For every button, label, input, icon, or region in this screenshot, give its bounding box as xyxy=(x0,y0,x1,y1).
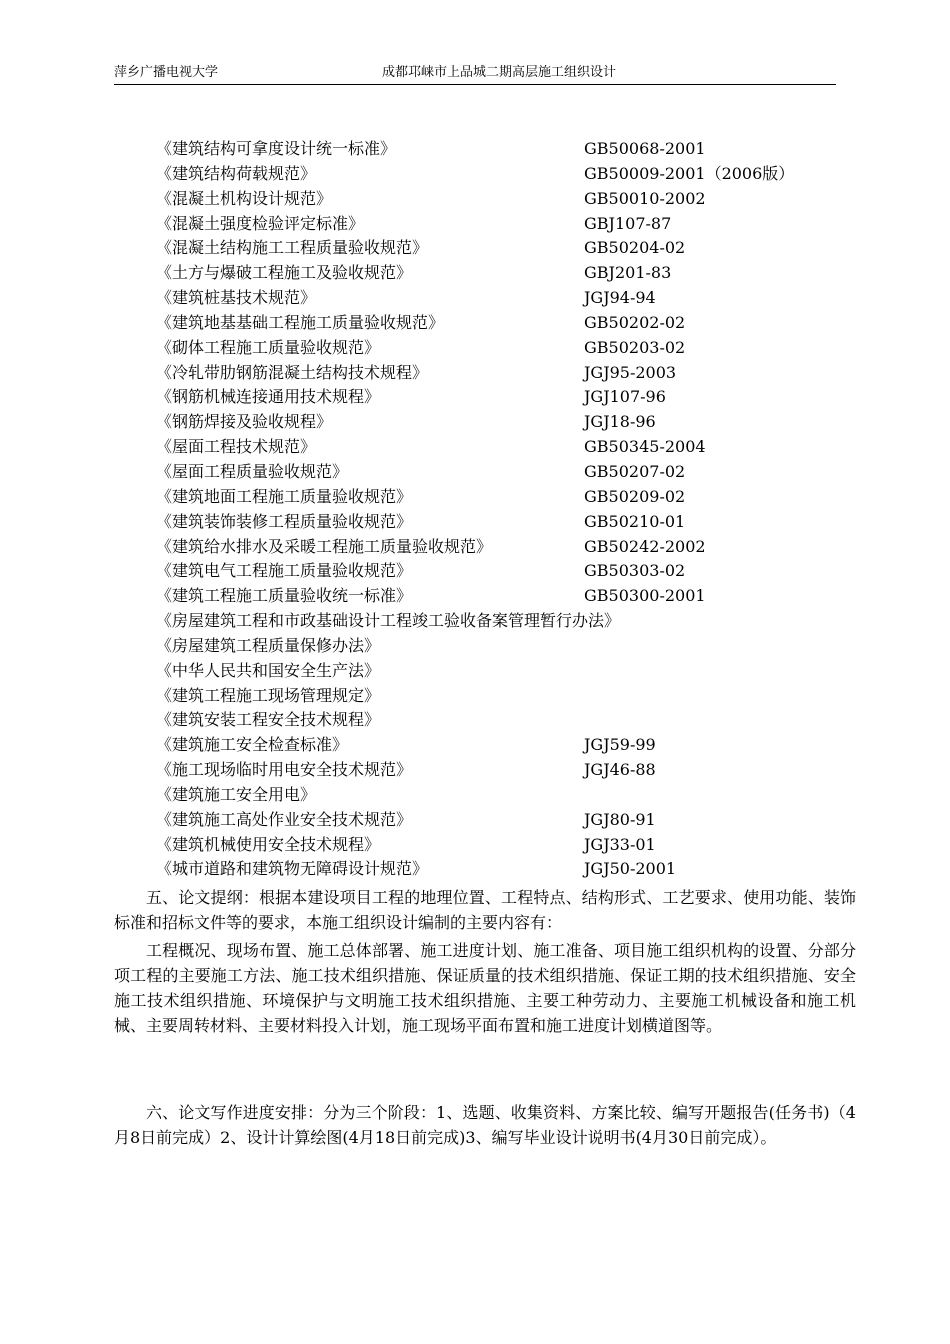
standard-name: 《土方与爆破工程施工及验收规范》 xyxy=(156,263,413,283)
standard-code: GB50068-2001 xyxy=(584,139,706,158)
list-item xyxy=(156,659,856,684)
standard-name: 《建筑结构可拿度设计统一标准》 xyxy=(156,139,397,158)
list-item xyxy=(156,236,856,261)
contents-paragraph: 工程概况、现场布置、施工总体部署、施工进度计划、施工准备、项目施工组织机构的设置、分部分项工程的主要施工方法、施工技术组织措施、保证质量的技术组织措施、保证工期的技术组织措施、安全施工技术组织措施、环境保护与文明施工技术组织措施、主要工种劳动力、主要施工机械设备和施工机械、主要周转材料、主要材料投入计划，施工现场平面布置和施工进度计划横道图等。 xyxy=(114,941,856,1035)
list-item xyxy=(156,385,856,410)
standard-name: 《屋面工程质量验收规范》 xyxy=(156,461,349,481)
standard-name: 《混凝土结构施工工程质量验收规范》 xyxy=(156,238,429,258)
list-item xyxy=(156,684,856,709)
list-item xyxy=(156,833,856,858)
standard-code: GBJ107-87 xyxy=(584,213,672,233)
list-item xyxy=(156,609,856,634)
standard-name: 《混凝土强度检验评定标准》 xyxy=(156,213,365,233)
standard-code: GB50303-02 xyxy=(584,561,686,581)
standard-code: JGJ94-94 xyxy=(584,288,656,308)
list-item xyxy=(156,435,856,460)
standard-name: 《冷轧带肋钢筋混凝土结构技术规程》 xyxy=(156,362,429,382)
standard-code: GB50209-02 xyxy=(584,486,686,506)
list-item xyxy=(156,137,856,162)
standard-name: 《中华人民共和国安全生产法》 xyxy=(156,660,381,680)
list-item xyxy=(156,336,856,361)
standard-code: GB50345-2004 xyxy=(584,437,706,457)
list-item xyxy=(156,187,856,212)
standard-name: 《城市道路和建筑物无障碍设计规范》 xyxy=(156,859,429,879)
list-item xyxy=(156,808,856,833)
standard-code: GB50210-01 xyxy=(584,511,686,531)
list-item xyxy=(156,460,856,485)
standard-name: 《建筑给水排水及采暖工程施工质量验收规范》 xyxy=(156,536,493,556)
list-item xyxy=(156,162,856,187)
list-item xyxy=(156,311,856,336)
list-item xyxy=(156,733,856,758)
standard-name: 《房屋建筑工程质量保修办法》 xyxy=(156,635,381,655)
page-header xyxy=(114,64,836,85)
standard-code: JGJ80-91 xyxy=(584,809,656,829)
standard-code: GB50300-2001 xyxy=(584,586,706,606)
list-item xyxy=(156,584,856,609)
list-item xyxy=(156,261,856,286)
standard-name: 《钢筋焊接及验收规程》 xyxy=(156,412,333,432)
standard-name: 《砌体工程施工质量验收规范》 xyxy=(156,337,381,357)
header-school: 萍乡广播电视大学 xyxy=(114,65,219,80)
standard-name: 《建筑安装工程安全技术规程》 xyxy=(156,710,381,730)
standard-code: GB50203-02 xyxy=(584,337,686,357)
standard-name: 《建筑装饰装修工程质量验收规范》 xyxy=(156,511,413,531)
standard-code: JGJ18-96 xyxy=(584,412,656,432)
standard-name: 《钢筋机械连接通用技术规程》 xyxy=(156,387,381,407)
standard-code: GBJ201-83 xyxy=(584,263,672,283)
list-item xyxy=(156,212,856,237)
list-item xyxy=(156,857,856,882)
standard-code: GB50009-2001（2006版） xyxy=(584,163,795,183)
standard-name: 《建筑电气工程施工质量验收规范》 xyxy=(156,561,413,581)
schedule-paragraph: 六、论文写作进度安排：分为三个阶段：1、选题、收集资料、方案比较、编写开题报告(任务书)（4月8日前完成）2、设计计算绘图(4月18日前完成)3、编写毕业设计说明书(4月30日前完成）。 xyxy=(114,1103,856,1147)
standard-name: 《建筑机械使用安全技术规程》 xyxy=(156,834,381,854)
list-item xyxy=(156,361,856,386)
standard-name: 《混凝土机构设计规范》 xyxy=(156,188,333,208)
standard-code: JGJ46-88 xyxy=(584,760,656,780)
standard-code: GB50204-02 xyxy=(584,238,686,258)
standard-code: JGJ107-96 xyxy=(584,387,666,407)
list-item xyxy=(156,410,856,435)
list-item xyxy=(156,485,856,510)
standard-name: 《建筑工程施工现场管理规定》 xyxy=(156,685,381,705)
standard-name: 《建筑桩基技术规范》 xyxy=(156,288,317,308)
standard-name: 《屋面工程技术规范》 xyxy=(156,437,317,457)
standard-code: JGJ33-01 xyxy=(584,834,656,854)
list-item xyxy=(156,535,856,560)
standard-code: GB50010-2002 xyxy=(584,188,706,208)
standard-code: GB50207-02 xyxy=(584,461,686,481)
standard-name: 《建筑施工安全用电》 xyxy=(156,784,317,804)
standard-name: 《建筑地基基础工程施工质量验收规范》 xyxy=(156,312,445,332)
standard-name: 《施工现场临时用电安全技术规范》 xyxy=(156,760,413,780)
standard-name: 《建筑结构荷载规范》 xyxy=(156,163,317,183)
standard-code: JGJ50-2001 xyxy=(584,859,677,879)
header-document-title: 成都邛崃市上品城二期高层施工组织设计 xyxy=(382,65,617,80)
standard-name: 《建筑施工安全检查标准》 xyxy=(156,735,349,755)
standard-name: 《建筑工程施工质量验收统一标准》 xyxy=(156,586,413,606)
standard-code: JGJ95-2003 xyxy=(584,362,677,382)
list-item xyxy=(156,634,856,659)
list-item xyxy=(156,559,856,584)
standard-code: JGJ59-99 xyxy=(584,735,656,755)
standards-list xyxy=(156,137,856,882)
list-item xyxy=(156,758,856,783)
standard-name: 《建筑地面工程施工质量验收规范》 xyxy=(156,486,413,506)
list-item xyxy=(156,708,856,733)
standard-name: 《房屋建筑工程和市政基础设计工程竣工验收备案管理暂行办法》 xyxy=(156,611,621,631)
list-item xyxy=(156,510,856,535)
standard-name: 《建筑施工高处作业安全技术规范》 xyxy=(156,809,413,829)
standard-code: GB50202-02 xyxy=(584,312,686,332)
standard-code: GB50242-2002 xyxy=(584,536,706,556)
outline-paragraph: 五、论文提纲：根据本建设项目工程的地理位置、工程特点、结构形式、工艺要求、使用功能、装饰标准和招标文件等的要求，本施工组织设计编制的主要内容有： xyxy=(114,888,856,932)
list-item xyxy=(156,286,856,311)
list-item xyxy=(156,783,856,808)
